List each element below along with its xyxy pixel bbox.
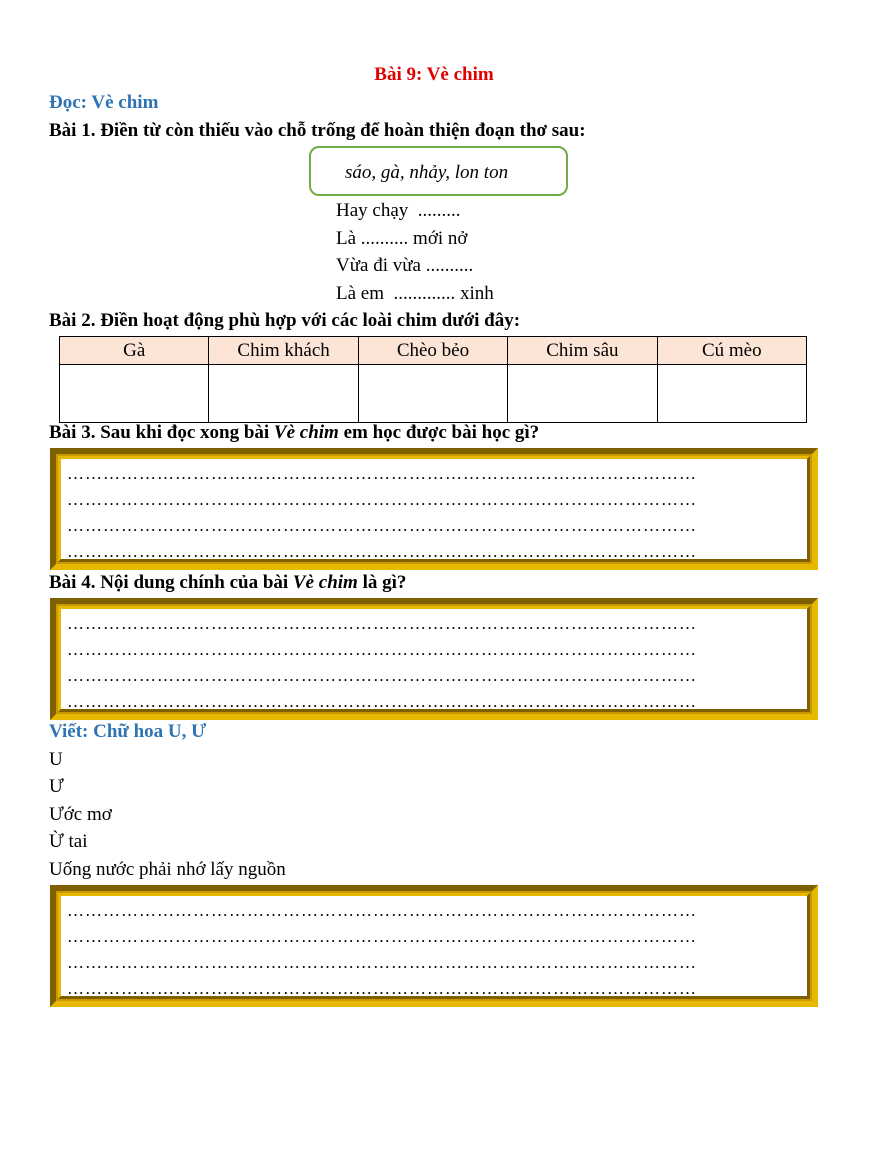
column-header: Chim khách [209, 337, 358, 365]
exercise-2-text: Điền hoạt động phù hợp với các loài chim dưới đây: [100, 310, 521, 331]
column-header: Gà [60, 337, 209, 365]
table-header-row [60, 337, 807, 365]
exercise-1-text: Điền từ còn thiếu vào chỗ trống để hoàn thiện đoạn thơ sau: [100, 120, 586, 141]
answer-line: …………………………………………………………………………………………… [67, 692, 697, 707]
writing-practice-line: U [49, 749, 63, 770]
poem-line: Là em ............. xinh [336, 283, 494, 304]
answer-line: …………………………………………………………………………………………… [67, 614, 697, 633]
exercise-1-heading [49, 120, 586, 142]
writing-practice-line: Ư [49, 776, 64, 797]
answer-cell[interactable] [358, 365, 507, 423]
exercise-3-text-end: em học được bài học gì? [343, 422, 540, 443]
answer-lines [67, 461, 801, 557]
answer-box-writing[interactable] [50, 885, 818, 1007]
answer-cell[interactable] [209, 365, 358, 423]
poem-line: Hay chạy ......... [336, 200, 461, 221]
answer-line: …………………………………………………………………………………………… [67, 666, 697, 685]
column-header: Chèo bẻo [358, 337, 507, 365]
exercise-3-heading [49, 422, 539, 444]
answer-line: …………………………………………………………………………………………… [67, 901, 697, 920]
answer-box-4[interactable] [50, 598, 818, 720]
exercise-3-label: Bài 3. [49, 422, 96, 443]
answer-line: …………………………………………………………………………………………… [67, 979, 697, 994]
answer-cell[interactable] [508, 365, 657, 423]
section-heading-write: Viết: Chữ hoa U, Ư [49, 721, 207, 742]
poem-line: Là .......... mới nở [336, 228, 468, 249]
poem-line: Vừa đi vừa .......... [336, 255, 474, 276]
answer-box-3[interactable] [50, 448, 818, 570]
answer-cell[interactable] [657, 365, 806, 423]
answer-lines [67, 898, 801, 994]
writing-practice-line: Ước mơ [49, 804, 112, 825]
exercise-4-text: Nội dung chính của bài [100, 572, 289, 593]
exercise-4-heading [49, 572, 406, 594]
exercise-4-label: Bài 4. [49, 572, 96, 593]
exercise-4-title-italic: Vè chim [292, 572, 358, 593]
exercise-4-text-end: là gì? [362, 572, 407, 593]
column-header: Chim sâu [508, 337, 657, 365]
exercise-3-title-italic: Vè chim [273, 422, 339, 443]
word-bank-box: sáo, gà, nhảy, lon ton [309, 146, 568, 196]
answer-line: …………………………………………………………………………………………… [67, 490, 697, 509]
answer-line: …………………………………………………………………………………………… [67, 516, 697, 535]
answer-line: …………………………………………………………………………………………… [67, 542, 697, 557]
exercise-2-heading [49, 310, 520, 332]
answer-line: …………………………………………………………………………………………… [67, 464, 697, 483]
section-heading-read: Đọc: Vè chim [49, 92, 159, 113]
table-row [60, 365, 807, 423]
exercise-2-label: Bài 2. [49, 310, 96, 331]
writing-practice-line: Uống nước phải nhớ lấy nguồn [49, 859, 286, 880]
writing-practice-line: Ừ tai [49, 831, 88, 852]
page-title: Bài 9: Vè chim [374, 64, 494, 85]
answer-lines [67, 611, 801, 707]
bird-activity-table [59, 336, 807, 423]
column-header: Cú mèo [657, 337, 806, 365]
answer-line: …………………………………………………………………………………………… [67, 953, 697, 972]
exercise-1-label: Bài 1. [49, 120, 96, 141]
exercise-3-text: Sau khi đọc xong bài [100, 422, 270, 443]
answer-line: …………………………………………………………………………………………… [67, 927, 697, 946]
answer-line: …………………………………………………………………………………………… [67, 640, 697, 659]
answer-cell[interactable] [60, 365, 209, 423]
